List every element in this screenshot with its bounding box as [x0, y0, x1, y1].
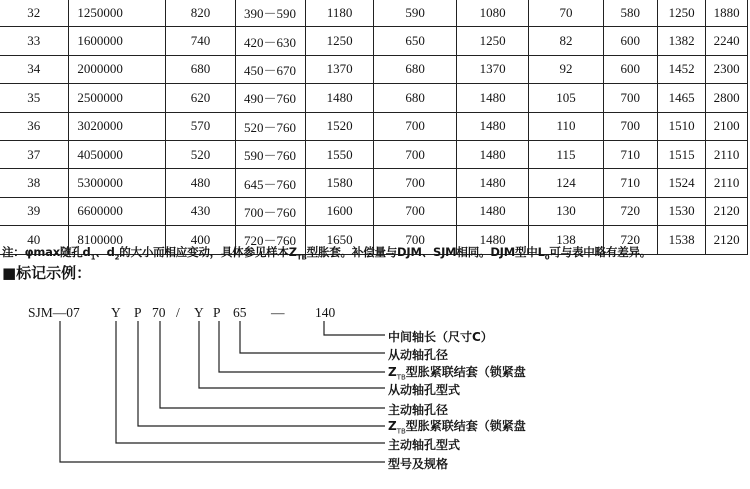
table-cell: 2100 [706, 112, 748, 140]
table-cell: 1515 [657, 140, 705, 168]
table-cell: 105 [529, 84, 603, 112]
table-cell: 1480 [305, 84, 374, 112]
table-cell: 1180 [305, 0, 374, 27]
mark-drive-bore: 70 [152, 305, 166, 320]
mark-model: SJM—07 [28, 305, 80, 320]
table-cell: 720 [603, 226, 657, 254]
desc-driven-hole-type: 从动轴孔型式 [388, 383, 461, 397]
table-cell: 1465 [657, 84, 705, 112]
table-cell: 680 [374, 84, 456, 112]
table-cell: 138 [529, 226, 603, 254]
table-cell: 82 [529, 27, 603, 55]
table-cell: 1452 [657, 55, 705, 83]
table-cell: 700 [374, 112, 456, 140]
table-cell: 710 [603, 140, 657, 168]
table-cell: 680 [166, 55, 236, 83]
table-cell: 420－630 [235, 27, 305, 55]
table-cell: 115 [529, 140, 603, 168]
table-cell: 5300000 [69, 169, 166, 197]
table-cell: 1250 [305, 27, 374, 55]
table-cell: 1480 [456, 112, 529, 140]
table-cell: 8100000 [69, 226, 166, 254]
table-cell: 700 [374, 140, 456, 168]
table-cell: 39 [0, 197, 69, 225]
table-cell: 37 [0, 140, 69, 168]
mark-shaft-length: 140 [315, 305, 336, 320]
table-cell: 1250 [456, 27, 529, 55]
table-cell: 1250 [657, 0, 705, 27]
table-cell: 1480 [456, 140, 529, 168]
table-cell: 2300 [706, 55, 748, 83]
table-cell: 3020000 [69, 112, 166, 140]
table-cell: 650 [374, 27, 456, 55]
table-cell: 720 [603, 197, 657, 225]
table-cell: 2120 [706, 226, 748, 254]
table-cell: 1370 [305, 55, 374, 83]
table-cell: 720－760 [235, 226, 305, 254]
table-cell: 1250000 [69, 0, 166, 27]
table-cell: 1382 [657, 27, 705, 55]
table-cell: 645－760 [235, 169, 305, 197]
mark-driven-sleeve: P [213, 305, 221, 320]
table-cell: 124 [529, 169, 603, 197]
mark-driven-hole-type: Y [194, 305, 204, 320]
table-cell: 1600000 [69, 27, 166, 55]
table-cell: 520－760 [235, 112, 305, 140]
table-cell: 450－670 [235, 55, 305, 83]
desc-drive-bore: 主动轴孔径 [388, 403, 449, 417]
table-cell: 1080 [456, 0, 529, 27]
mark-drive-hole-type: Y [111, 305, 121, 320]
table-cell: 1510 [657, 112, 705, 140]
table-cell: 700 [603, 112, 657, 140]
table-cell: 110 [529, 112, 603, 140]
table-cell: 40 [0, 226, 69, 254]
table-cell: 4050000 [69, 140, 166, 168]
table-cell: 1480 [456, 226, 529, 254]
table-cell: 2500000 [69, 84, 166, 112]
table-cell: 400 [166, 226, 236, 254]
table-cell: 70 [529, 0, 603, 27]
table-cell: 2120 [706, 197, 748, 225]
desc-model-spec: 型号及规格 [388, 457, 449, 471]
table-cell: 2240 [706, 27, 748, 55]
table-cell: 490－760 [235, 84, 305, 112]
desc-driven-sleeve: $Z_{TB}$型胀紧联结套（锁紧盘 [388, 365, 526, 382]
table-cell: 1600 [305, 197, 374, 225]
table-cell: 430 [166, 197, 236, 225]
table-cell: 92 [529, 55, 603, 83]
table-cell: 2110 [706, 169, 748, 197]
table-cell: 36 [0, 112, 69, 140]
table-cell: 570 [166, 112, 236, 140]
table-cell: 590 [374, 0, 456, 27]
table-cell: 700 [374, 226, 456, 254]
mark-drive-sleeve: P [134, 305, 142, 320]
desc-drive-sleeve: $Z_{TB}$型胀紧联结套（锁紧盘 [388, 419, 526, 436]
table-cell: 1530 [657, 197, 705, 225]
table-cell: 680 [374, 55, 456, 83]
table-cell: 740 [166, 27, 236, 55]
mark-dash: — [271, 305, 285, 320]
table-cell: 580 [603, 0, 657, 27]
table-cell: 1580 [305, 169, 374, 197]
table-cell: 2800 [706, 84, 748, 112]
table-cell: 700 [374, 197, 456, 225]
table-cell: 1524 [657, 169, 705, 197]
table-cell: 6600000 [69, 197, 166, 225]
table-cell: 1370 [456, 55, 529, 83]
table-cell: 2000000 [69, 55, 166, 83]
marking-example-heading: ■标记示例： [2, 264, 92, 282]
table-cell: 33 [0, 27, 69, 55]
table-cell: 1480 [456, 169, 529, 197]
mark-slash: / [176, 305, 180, 320]
table-cell: 1480 [456, 197, 529, 225]
table-cell: 1650 [305, 226, 374, 254]
desc-driven-bore: 从动轴孔径 [388, 348, 449, 362]
table-cell: 590－760 [235, 140, 305, 168]
table-cell: 700－760 [235, 197, 305, 225]
table-cell: 480 [166, 169, 236, 197]
table-cell: 390－590 [235, 0, 305, 27]
table-cell: 520 [166, 140, 236, 168]
table-cell: 1520 [305, 112, 374, 140]
table-cell: 620 [166, 84, 236, 112]
desc-shaft-length: 中间轴长（尺寸C） [388, 330, 493, 344]
table-cell: 130 [529, 197, 603, 225]
table-cell: 2110 [706, 140, 748, 168]
table-cell: 710 [603, 169, 657, 197]
table-cell: 700 [603, 84, 657, 112]
table-cell: 34 [0, 55, 69, 83]
table-cell: 600 [603, 55, 657, 83]
table-cell: 35 [0, 84, 69, 112]
desc-drive-hole-type: 主动轴孔型式 [388, 438, 461, 452]
table-cell: 600 [603, 27, 657, 55]
table-cell: 1480 [456, 84, 529, 112]
table-note: 注：φmax随孔$d_1$、$d_2$的大小而相应变动，具体参见样本$Z_{TB}$型胀套。补偿量与DJM、SJM相同。DJM型中$L_0$可与表中略有差异。 [2, 245, 652, 262]
table-cell: 820 [166, 0, 236, 27]
table-cell: 700 [374, 169, 456, 197]
mark-driven-bore: 65 [233, 305, 247, 320]
table-cell: 1538 [657, 226, 705, 254]
table-cell: 1880 [706, 0, 748, 27]
table-cell: 32 [0, 0, 69, 27]
table-cell: 38 [0, 169, 69, 197]
table-cell: 1550 [305, 140, 374, 168]
